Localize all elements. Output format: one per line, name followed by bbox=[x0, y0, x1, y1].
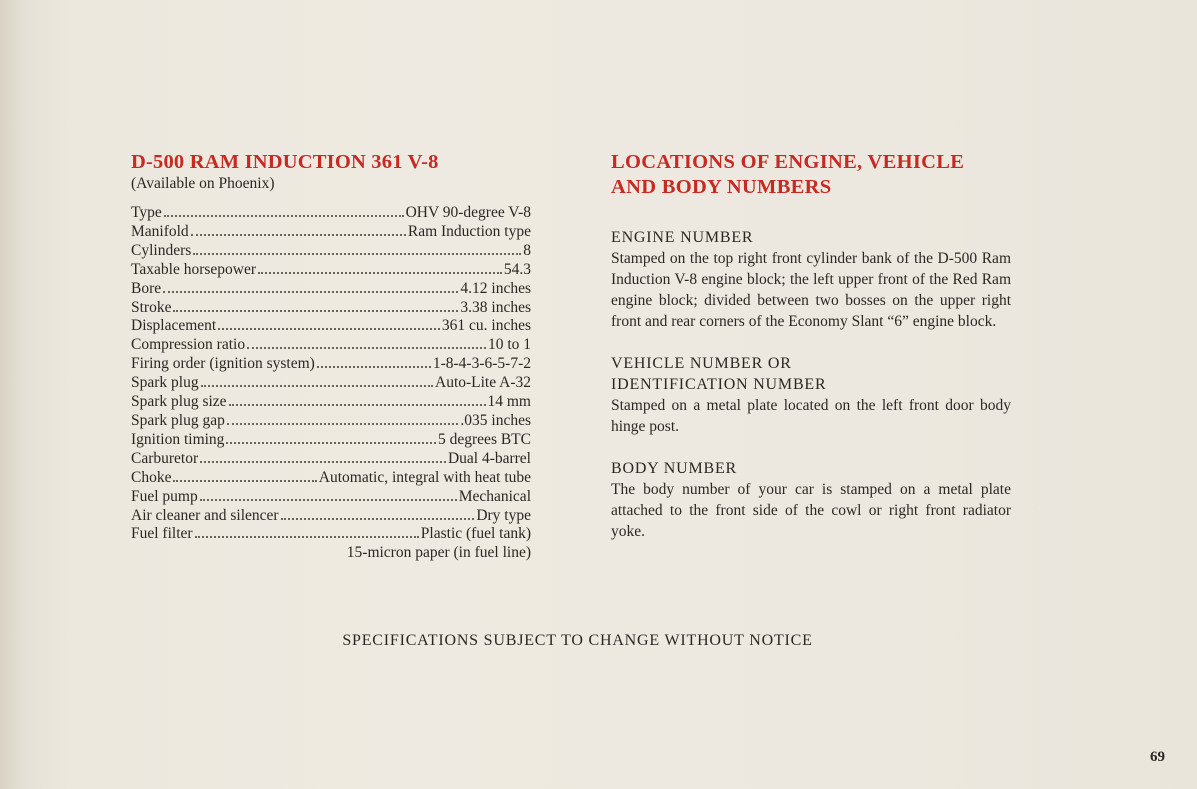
dot-leader bbox=[200, 499, 457, 501]
spec-value: 3.38 inches bbox=[460, 298, 531, 316]
spec-label: Ignition timing bbox=[131, 430, 225, 448]
spec-value: Automatic, integral with heat tube bbox=[318, 468, 531, 486]
spec-value: 14 mm bbox=[487, 393, 531, 411]
spec-row bbox=[131, 488, 531, 507]
number-locations-column bbox=[611, 150, 1011, 542]
spec-label: Type bbox=[131, 204, 162, 221]
section-body-number bbox=[611, 458, 1011, 542]
spec-row bbox=[131, 393, 531, 412]
spec-label: Carburetor bbox=[131, 449, 199, 467]
spec-label: Firing order (ignition system) bbox=[131, 355, 315, 373]
spec-row bbox=[131, 204, 531, 223]
spec-label: Bore bbox=[131, 279, 162, 297]
spec-row bbox=[131, 431, 531, 450]
spec-value: 361 cu. inches bbox=[441, 317, 531, 335]
dot-leader bbox=[201, 385, 433, 387]
dot-leader bbox=[195, 536, 419, 538]
spec-label: Compression ratio bbox=[131, 336, 246, 354]
dot-leader bbox=[164, 215, 404, 217]
spec-value: 10 to 1 bbox=[487, 336, 531, 354]
locations-title-line1: LOCATIONS OF ENGINE, VEHICLE bbox=[611, 151, 965, 173]
spec-row bbox=[131, 336, 531, 355]
spec-value: 4.12 inches bbox=[460, 279, 531, 297]
engine-spec-column bbox=[131, 150, 531, 563]
dot-leader bbox=[258, 272, 502, 274]
spec-row bbox=[131, 355, 531, 374]
spec-row bbox=[131, 299, 531, 318]
spec-row bbox=[131, 374, 531, 393]
dot-leader bbox=[226, 442, 436, 444]
spec-label: Spark plug gap bbox=[131, 411, 225, 429]
spec-list bbox=[131, 204, 531, 544]
spec-value: .035 inches bbox=[460, 411, 531, 429]
dot-leader bbox=[229, 404, 486, 406]
footer-notice: SPECIFICATIONS SUBJECT TO CHANGE WITHOUT NOTICE bbox=[342, 632, 813, 649]
dot-leader bbox=[191, 234, 406, 236]
section-text: The body number of your car is stamped on a metal plate attached to the front side of the cowl or right front radiator yoke. bbox=[611, 481, 1011, 540]
section-heading: BODY NUMBER bbox=[611, 460, 737, 477]
spec-label: Displacement bbox=[131, 317, 217, 335]
spec-value: OHV 90-degree V-8 bbox=[405, 204, 531, 221]
dot-leader bbox=[173, 480, 316, 482]
spec-value: Auto-Lite A-32 bbox=[435, 374, 531, 392]
spec-row bbox=[131, 242, 531, 261]
dot-leader bbox=[281, 518, 475, 520]
locations-title bbox=[611, 150, 1011, 200]
spec-label: Cylinders bbox=[131, 241, 192, 259]
spec-row bbox=[131, 412, 531, 431]
section-heading: ENGINE NUMBER bbox=[611, 229, 754, 246]
spec-row bbox=[131, 450, 531, 469]
spec-label: Choke bbox=[131, 468, 172, 486]
dot-leader bbox=[173, 310, 458, 312]
spec-value: 8 bbox=[523, 241, 531, 259]
dot-leader bbox=[193, 253, 521, 255]
page-number: 69 bbox=[1150, 749, 1165, 765]
spec-label: Spark plug size bbox=[131, 393, 227, 411]
dot-leader bbox=[317, 366, 431, 368]
spec-value: 5 degrees BTC bbox=[438, 430, 531, 448]
spec-row bbox=[131, 317, 531, 336]
spec-value: 1-8-4-3-6-5-7-2 bbox=[432, 355, 531, 373]
dot-leader bbox=[218, 328, 440, 330]
spec-value: Plastic (fuel tank) bbox=[420, 525, 531, 543]
dot-leader bbox=[163, 291, 458, 293]
spec-value: Dry type bbox=[476, 506, 531, 524]
spec-row bbox=[131, 223, 531, 242]
section-vehicle-number bbox=[611, 353, 1011, 437]
spec-label: Fuel pump bbox=[131, 487, 198, 505]
spec-label: Spark plug bbox=[131, 374, 199, 392]
spec-label: Manifold bbox=[131, 222, 189, 240]
section-text: Stamped on the top right front cylinder bank of the D-500 Ram Induction V-8 engine block; the left upper front of the Red Ram engine block; divided between two bosses on the upper right front and rear corners of the Economy Slant “6” engine block. bbox=[611, 250, 1011, 330]
spec-label: Fuel filter bbox=[131, 525, 193, 543]
fuel-filter-continued: 15-micron paper (in fuel line) bbox=[346, 544, 531, 562]
spec-value: Mechanical bbox=[458, 487, 531, 505]
spec-label: Taxable horsepower bbox=[131, 260, 257, 278]
spec-row bbox=[131, 280, 531, 299]
spec-value: Dual 4-barrel bbox=[447, 449, 531, 467]
dot-leader bbox=[227, 423, 459, 425]
section-text: Stamped on a metal plate located on the left front door body hinge post. bbox=[611, 397, 1011, 435]
spec-label: Air cleaner and silencer bbox=[131, 506, 279, 524]
engine-spec-title: D-500 RAM INDUCTION 361 V-8 bbox=[131, 151, 439, 173]
spec-row bbox=[131, 469, 531, 488]
section-engine-number bbox=[611, 227, 1011, 332]
dot-leader bbox=[200, 461, 446, 463]
spec-value: 54.3 bbox=[503, 260, 531, 278]
locations-title-line2: AND BODY NUMBERS bbox=[611, 176, 832, 198]
spec-row bbox=[131, 507, 531, 526]
spec-row bbox=[131, 525, 531, 544]
dot-leader bbox=[247, 347, 486, 349]
section-heading: VEHICLE NUMBER OR IDENTIFICATION NUMBER bbox=[611, 355, 827, 393]
spec-label: Stroke bbox=[131, 298, 172, 316]
spec-row bbox=[131, 261, 531, 280]
engine-spec-subtitle: (Available on Phoenix) bbox=[131, 175, 275, 192]
spec-value: Ram Induction type bbox=[407, 222, 531, 240]
